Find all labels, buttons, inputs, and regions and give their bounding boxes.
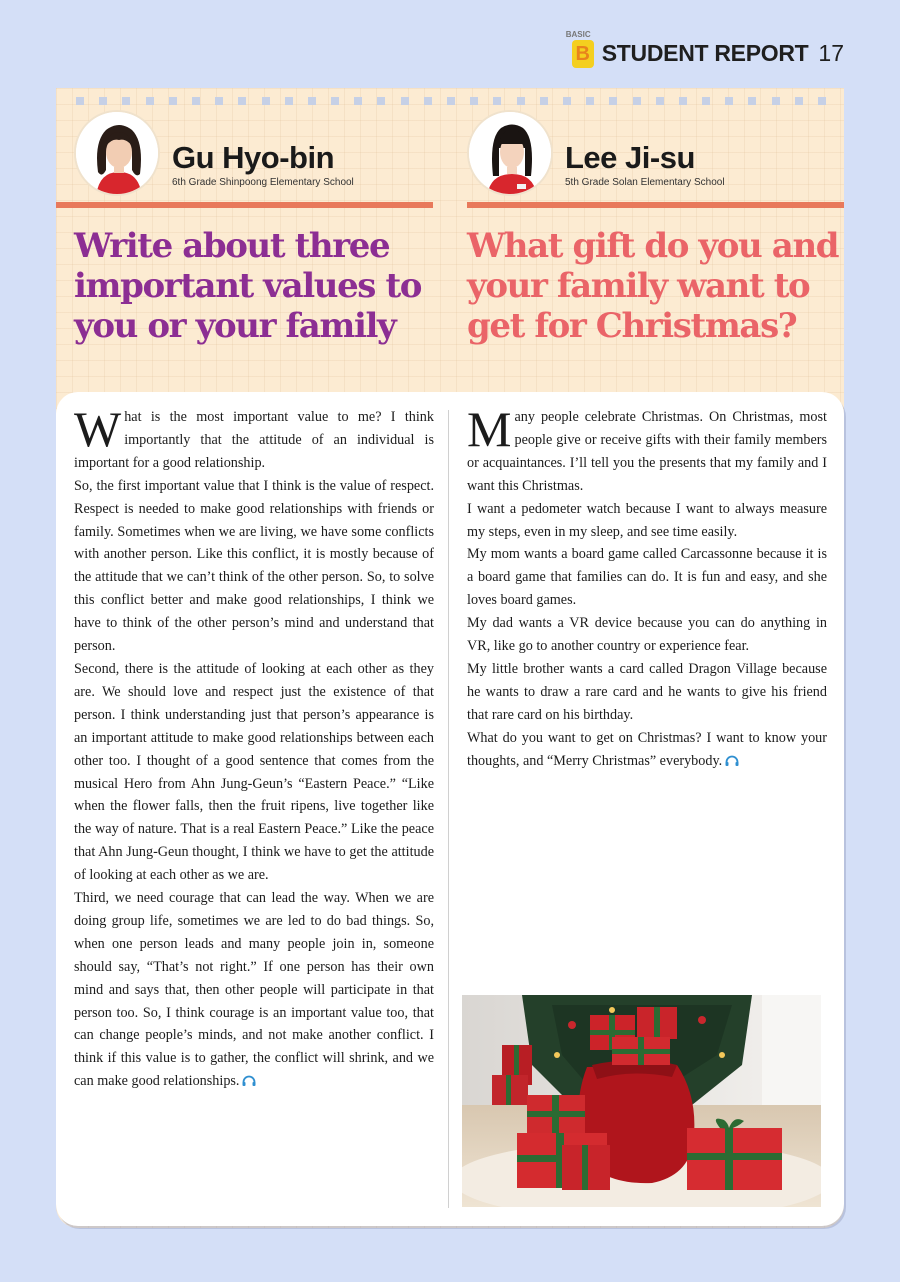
article-paragraph: My little brother wants a card called Dragon Village because he wants to draw a rare card and he wants to give his friend that rare card on his birthday. [467, 660, 827, 723]
left-author-profile [74, 110, 354, 196]
article-paragraph [467, 401, 827, 498]
article-paragraph: Second, there is the attitude of looking at each other as they are. We should love and respect just the existence of that person. I think understanding just that person’s appearance is an important attitude to make good relationships between each other too. I thought of a good sentence that comes from the musical Hero from Ahn Jung-Geun’s “Eastern Peace.” “Like when the flower falls, then the fruit ripens, live together like the way of nature. That is a real Eastern Peace.” Like the peace that Ahn Jung-Geun thought, I think we have to get the attitude of looking at each other as we are. [74, 660, 434, 884]
left-headline: Write about three important values to you or your family [74, 226, 422, 346]
author-school: 6th Grade Shinpoong Elementary School [172, 176, 354, 188]
christmas-gifts-photo [462, 995, 821, 1207]
last-paragraph-text: Third, we need courage that can lead the way. When we are doing group life, sometimes we are led to do bad things. So, when one person leads and many people join in, someone should say, “That’s not right.” If one person has their own mind and says that, then other people will participate in that person too. So, I think courage is an important value too, that can change people’s minds, and not make another conflict. I think if this value is to gather, the conflict will shrink, and we can make good relationships. [74, 890, 434, 1090]
last-paragraph-text: What do you want to get on Christmas? I want to know your thoughts, and “Merry Christmas” everybody. [467, 729, 827, 769]
basic-logo-icon [565, 30, 596, 70]
article-paragraph [74, 401, 434, 475]
logo-letter: B [572, 40, 594, 68]
left-accent-rule [56, 202, 433, 208]
author-photo [467, 110, 553, 196]
column-divider [448, 410, 449, 1208]
right-accent-rule [467, 202, 844, 208]
drop-cap: M [467, 401, 512, 457]
author-school: 5th Grade Solan Elementary School [565, 176, 725, 188]
article-paragraph: I want a pedometer watch because I want to always measure my steps, even in my sleep, and see time easily. [467, 500, 827, 540]
end-of-article-icon [725, 755, 739, 766]
author-name: Lee Ji-su [565, 139, 695, 175]
article-paragraph: So, the first important value that I think is the value of respect. Respect is needed to make good relationships with friends or family. Sometimes when we are living, we have some conflicts with another person. Like this conflict, it is mostly because of the attitude that we can’t think of the other person. So, to solve this conflict better and make good relationships, I think we have to think of the other person’s mind and understand that person. [74, 477, 434, 655]
right-article [467, 401, 827, 773]
page-header [565, 30, 844, 70]
end-of-article-icon [242, 1075, 256, 1086]
right-author-profile [467, 110, 725, 196]
page-number: 17 [818, 39, 844, 66]
report-title: STUDENT REPORT [601, 39, 809, 66]
decorative-dots [76, 97, 826, 106]
first-paragraph-text: hat is the most important value to me? I think importantly that the attitude of an individual is important for a good relationship. [74, 409, 434, 471]
first-paragraph-text: any people celebrate Christmas. On Christmas, most people give or receive gifts with their family members or acquaintances. I’ll tell you the presents that my family and I want this Christmas. [467, 409, 827, 494]
right-headline: What gift do you and your family want to get for Christmas? [467, 226, 839, 346]
author-name: Gu Hyo-bin [172, 139, 335, 175]
article-paragraph [74, 887, 434, 1093]
left-article [74, 401, 434, 1093]
author-photo [74, 110, 160, 196]
article-paragraph [467, 727, 827, 773]
article-paragraph: My dad wants a VR device because you can do anything in VR, like go to another country or experience fear. [467, 615, 827, 655]
article-paragraph: My mom wants a board game called Carcassonne because it is a board game that families can do. It is fun and easy, and she loves board games. [467, 546, 827, 609]
logo-small-text: BASIC [565, 30, 591, 39]
drop-cap: W [74, 401, 122, 457]
